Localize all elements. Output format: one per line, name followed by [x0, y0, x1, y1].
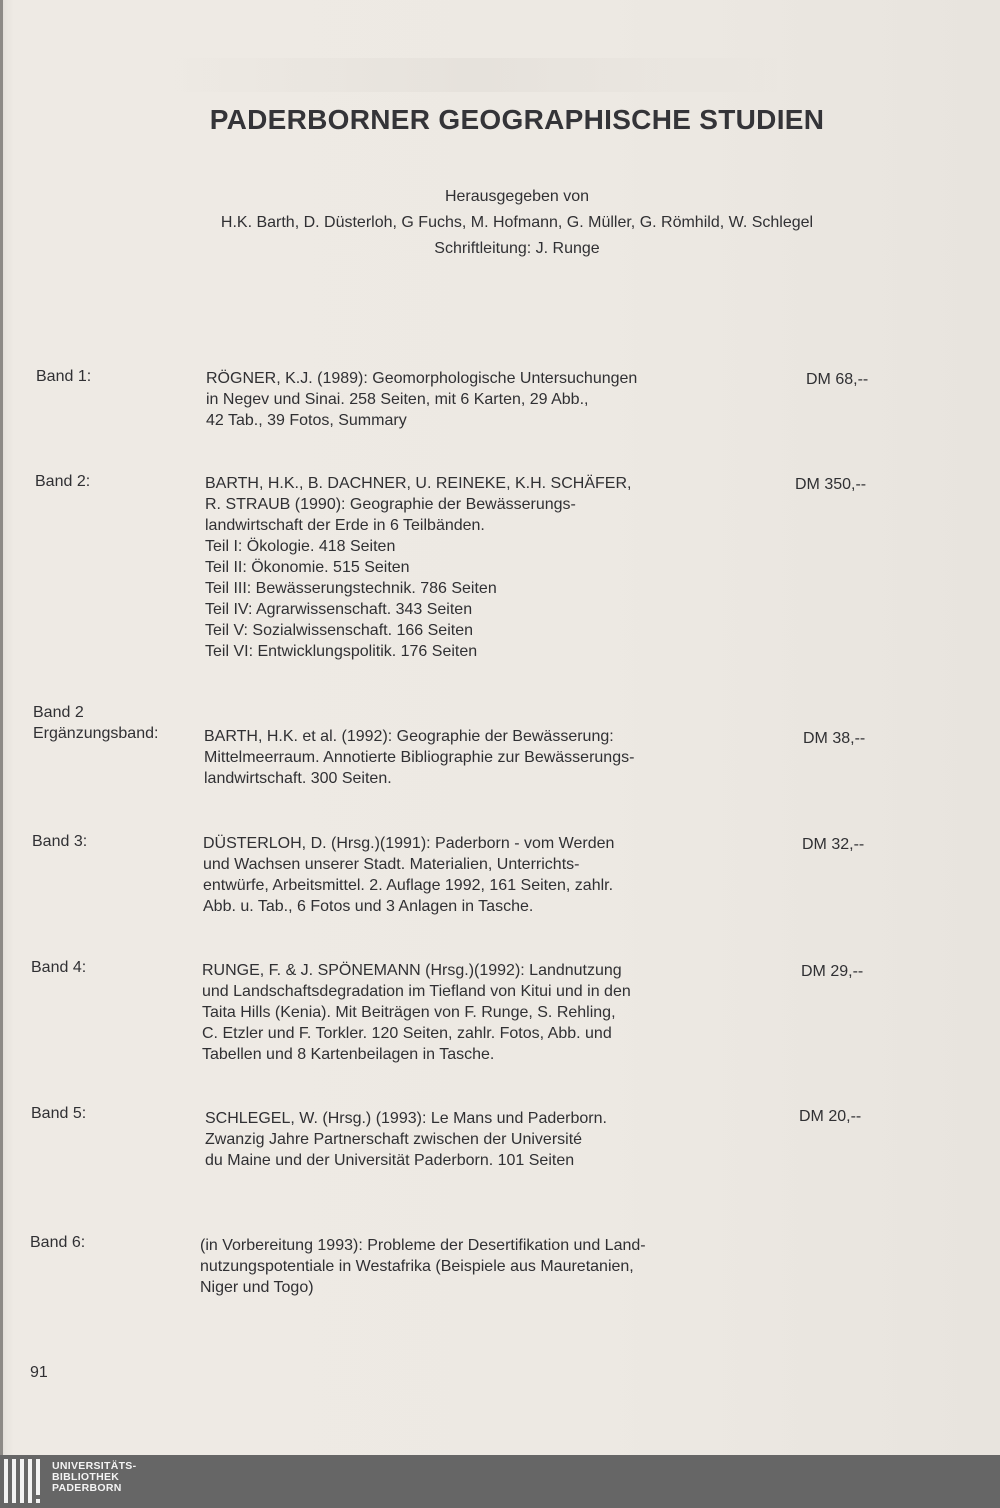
page-number: 91: [30, 1364, 48, 1381]
entry-text: BARTH, H.K. et al. (1992): Geographie der Bewässerung: Mittelmeerraum. Annotierte Bibliographie zur Bewässerungs- landwirtschaft. 300 Seiten.: [204, 728, 635, 787]
entry-text: (in Vorbereitung 1993): Probleme der Desertifikation und Land- nutzungspotentiale in Westafrika (Beispiele aus Mauretanien, Niger und Togo): [200, 1237, 646, 1296]
published-by-label: Herausgegeben von: [444, 188, 590, 205]
entry-price: DM 68,--: [806, 371, 869, 388]
entry-text: BARTH, H.K., B. DACHNER, U. REINEKE, K.H. SCHÄFER, R. STRAUB (1990): Geographie der Bewässerungs- landwirtschaft der Erde in 6 Teilbänden. Teil I: Ökologie. 418 Seiten Teil II: Ökonomie. 515 Seiten Teil III: Bewässerungstechnik. 786 Seiten Teil IV: Agrarwissenschaft. 343 Seiten Teil V: Sozialwissenschaft. 166 Seiten Teil VI: Entwicklungspolitik. 176 Seiten: [205, 475, 632, 660]
entry-price: DM 38,--: [803, 730, 866, 747]
entry-text: RÖGNER, K.J. (1989): Geomorphologische Untersuchungen in Negev und Sinai. 258 Seiten, mit 6 Karten, 29 Abb., 42 Tab., 39 Fotos, Summary: [206, 370, 638, 429]
entry-label: Band 4:: [31, 959, 87, 976]
page-spine: [0, 0, 3, 1455]
entry-label: Band 5:: [31, 1105, 87, 1122]
page-title: PADERBORNER GEOGRAPHISCHE STUDIEN: [209, 104, 825, 135]
entry-label: Band 3:: [32, 833, 88, 850]
editors-list: H.K. Barth, D. Düsterloh, G Fuchs, M. Hofmann, G. Müller, G. Römhild, W. Schlegel: [220, 214, 814, 231]
entry-price: DM 32,--: [802, 836, 865, 853]
entry-label: Band 2:: [35, 473, 91, 490]
entry-price: DM 29,--: [801, 963, 864, 980]
editorial-line: Schriftleitung: J. Runge: [434, 240, 600, 257]
library-logo-icon: [2, 1459, 46, 1503]
entry-text: SCHLEGEL, W. (Hrsg.) (1993): Le Mans und Paderborn. Zwanzig Jahre Partnerschaft zwischen der Université du Maine und der Universität Paderborn. 101 Seiten: [205, 1110, 607, 1169]
entry-text: DÜSTERLOH, D. (Hrsg.)(1991): Paderborn - vom Werden und Wachsen unserer Stadt. Materialien, Unterrichts- entwürfe, Arbeitsmittel. 2. Auflage 1992, 161 Seiten, zahlr. Abb. u. Tab., 6 Fotos und 3 Anlagen in Tasche.: [203, 835, 615, 915]
entry-label: Band 6:: [30, 1234, 86, 1251]
entry-label: Band 2 Ergänzungsband:: [33, 704, 159, 742]
entry-text: RUNGE, F. & J. SPÖNEMANN (Hrsg.)(1992): Landnutzung und Landschaftsdegradation im Tiefland von Kitui und in den Taita Hills (Kenia). Mit Beiträgen von F. Runge, S. Rehling, C. Etzler und F. Torkler. 120 Seiten, zahlr. Fotos, Abb. und Tabellen und 8 Kartenbeilagen in Tasche.: [202, 962, 631, 1063]
library-footer: [0, 1455, 1000, 1508]
entry-label: Band 1:: [36, 368, 92, 385]
bleed-through-heading: [170, 58, 780, 92]
entry-price: DM 20,--: [799, 1108, 862, 1125]
library-name: UNIVERSITÄTS- BIBLIOTHEK PADERBORN: [52, 1460, 137, 1494]
entry-price: DM 350,--: [795, 476, 867, 493]
